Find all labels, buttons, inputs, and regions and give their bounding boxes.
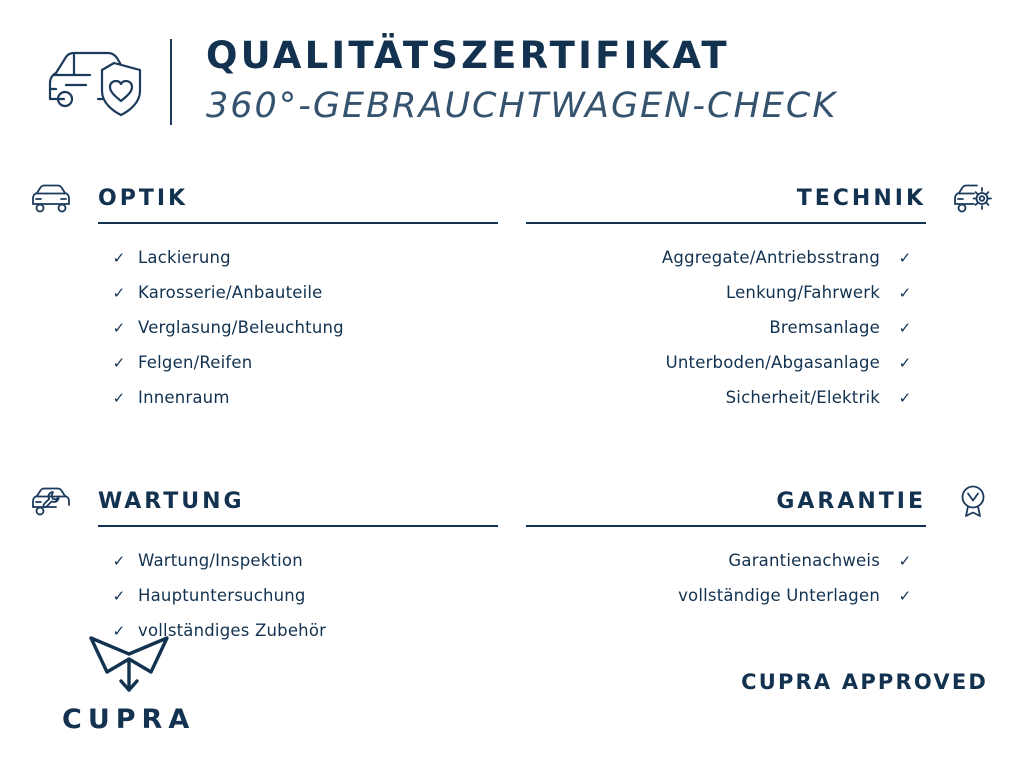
check-icon: ✓ bbox=[112, 389, 126, 407]
check-icon: ✓ bbox=[898, 249, 912, 267]
header-divider bbox=[170, 39, 172, 125]
list-item-label: Felgen/Reifen bbox=[138, 353, 253, 373]
section-garantie-rule bbox=[526, 525, 926, 527]
car-shield-heart-icon bbox=[28, 34, 164, 130]
list-item-label: Innenraum bbox=[138, 388, 230, 408]
list-item bbox=[526, 246, 996, 271]
cupra-approved-label: CUPRA APPROVED bbox=[741, 670, 988, 694]
car-front-icon bbox=[28, 181, 74, 215]
car-gear-icon bbox=[950, 181, 996, 215]
section-row-top bbox=[0, 176, 1024, 427]
document-header bbox=[0, 0, 1024, 130]
list-item-label: Lackierung bbox=[138, 248, 231, 268]
section-wartung-rule bbox=[98, 525, 498, 527]
section-technik bbox=[526, 176, 996, 427]
section-spacer bbox=[0, 427, 1024, 479]
list-item bbox=[28, 549, 498, 574]
section-optik-title: OPTIK bbox=[98, 185, 189, 211]
list-item-label: Aggregate/Antriebsstrang bbox=[661, 248, 880, 268]
page-subtitle: 360°-GEBRAUCHTWAGEN-CHECK bbox=[206, 86, 838, 127]
check-icon: ✓ bbox=[112, 354, 126, 372]
check-icon: ✓ bbox=[898, 587, 912, 605]
list-item bbox=[28, 281, 498, 306]
cupra-triangle-logo bbox=[81, 632, 177, 694]
check-icon: ✓ bbox=[898, 319, 912, 337]
section-optik-list bbox=[28, 246, 498, 411]
check-icon: ✓ bbox=[112, 249, 126, 267]
list-item-label: Verglasung/Beleuchtung bbox=[138, 318, 344, 338]
list-item-label: Hauptuntersuchung bbox=[138, 586, 306, 606]
section-technik-rule bbox=[526, 222, 926, 224]
check-icon: ✓ bbox=[112, 319, 126, 337]
section-optik-header bbox=[28, 176, 498, 220]
list-item-label: Lenkung/Fahrwerk bbox=[725, 283, 880, 303]
check-icon: ✓ bbox=[898, 354, 912, 372]
list-item bbox=[28, 351, 498, 376]
check-icon: ✓ bbox=[112, 622, 126, 640]
list-item bbox=[28, 386, 498, 411]
list-item-label: Garantienachweis bbox=[728, 551, 880, 571]
list-item bbox=[526, 281, 996, 306]
section-optik-rule bbox=[98, 222, 498, 224]
check-icon: ✓ bbox=[112, 587, 126, 605]
list-item-label: Unterboden/Abgasanlage bbox=[665, 353, 880, 373]
check-icon: ✓ bbox=[898, 552, 912, 570]
section-optik bbox=[28, 176, 498, 427]
check-icon: ✓ bbox=[112, 284, 126, 302]
list-item-label: Wartung/Inspektion bbox=[138, 551, 303, 571]
document-footer bbox=[0, 598, 1024, 768]
check-icon: ✓ bbox=[898, 389, 912, 407]
section-garantie-header bbox=[526, 479, 996, 523]
list-item-label: vollständiges Zubehör bbox=[138, 621, 327, 641]
cupra-brand bbox=[62, 632, 195, 735]
section-technik-header bbox=[526, 176, 996, 220]
list-item bbox=[526, 316, 996, 341]
check-icon: ✓ bbox=[898, 284, 912, 302]
list-item bbox=[28, 316, 498, 341]
seal-badge-icon bbox=[950, 484, 996, 518]
list-item bbox=[526, 351, 996, 376]
list-item bbox=[28, 246, 498, 271]
list-item bbox=[526, 549, 996, 574]
list-item-label: vollständige Unterlagen bbox=[678, 586, 880, 606]
cupra-wordmark: CUPRA bbox=[62, 703, 196, 735]
sections-container bbox=[0, 176, 1024, 660]
section-technik-title: TECHNIK bbox=[796, 185, 926, 211]
header-text bbox=[206, 35, 837, 129]
section-technik-list bbox=[526, 246, 996, 411]
section-garantie-title: GARANTIE bbox=[776, 488, 926, 514]
list-item-label: Karosserie/Anbauteile bbox=[138, 283, 323, 303]
section-wartung-title: WARTUNG bbox=[98, 488, 245, 514]
page-title: QUALITÄTSZERTIFIKAT bbox=[206, 33, 730, 77]
list-item-label: Sicherheit/Elektrik bbox=[725, 388, 880, 408]
car-service-icon bbox=[28, 484, 74, 518]
section-wartung-header bbox=[28, 479, 498, 523]
check-icon: ✓ bbox=[112, 552, 126, 570]
list-item bbox=[526, 386, 996, 411]
list-item-label: Bremsanlage bbox=[769, 318, 880, 338]
